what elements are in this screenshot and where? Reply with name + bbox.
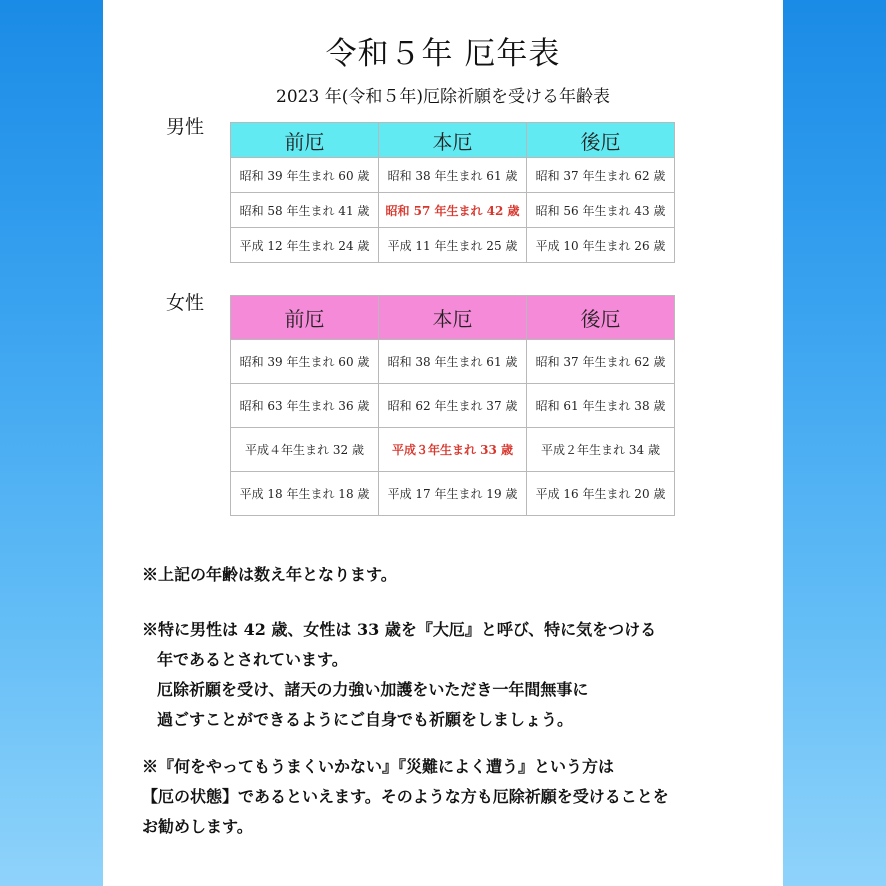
table-cell: 平成 16 年生まれ 20 歳 <box>527 472 675 516</box>
table-cell: 昭和 38 年生まれ 61 歳 <box>379 340 527 384</box>
note-kazoedoshi <box>142 560 397 590</box>
note-yaku-state <box>142 752 669 842</box>
table-cell: 昭和 63 年生まれ 36 歳 <box>231 384 379 428</box>
page-subtitle: 2023 年(令和５年)厄除祈願を受ける年齢表 <box>276 87 610 107</box>
table-cell: 昭和 58 年生まれ 41 歳 <box>231 193 379 228</box>
male-label: 男性 <box>166 116 205 138</box>
header-maeyaku: 前厄 <box>231 123 379 158</box>
table-cell: 昭和 39 年生まれ 60 歳 <box>231 158 379 193</box>
table-cell-taiyaku: 昭和 57 年生まれ 42 歳 <box>379 193 527 228</box>
male-yakudoshi-table <box>230 122 675 263</box>
table-row <box>231 228 675 263</box>
note-text: ※上記の年齢は数え年となります。 <box>142 565 397 584</box>
table-cell: 昭和 56 年生まれ 43 歳 <box>527 193 675 228</box>
table-cell-taiyaku: 平成３年生まれ 33 歳 <box>379 428 527 472</box>
table-cell: 平成 12 年生まれ 24 歳 <box>231 228 379 263</box>
table-cell: 平成 10 年生まれ 26 歳 <box>527 228 675 263</box>
note-text: 厄除祈願を受け、諸天の力強い加護をいただき一年間無事に <box>157 680 589 699</box>
table-row <box>231 340 675 384</box>
table-cell: 平成 11 年生まれ 25 歳 <box>379 228 527 263</box>
table-row <box>231 428 675 472</box>
table-cell: 平成４年生まれ 32 歳 <box>231 428 379 472</box>
table-row <box>231 158 675 193</box>
header-maeyaku: 前厄 <box>231 296 379 340</box>
table-header-row <box>231 296 675 340</box>
note-text: 過ごすことができるようにご自身でも祈願をしましょう。 <box>157 710 574 729</box>
table-row <box>231 384 675 428</box>
header-honyaku: 本厄 <box>379 123 527 158</box>
table-cell: 昭和 62 年生まれ 37 歳 <box>379 384 527 428</box>
document-page <box>103 0 783 886</box>
page-title: 令和５年 厄年表 <box>325 36 561 72</box>
table-cell: 平成 18 年生まれ 18 歳 <box>231 472 379 516</box>
note-text: 【厄の状態】であるといえます。そのような方も厄除祈願を受けることを <box>142 787 669 806</box>
table-header-row <box>231 123 675 158</box>
note-text: 年であるとされています。 <box>157 650 348 669</box>
table-row <box>231 193 675 228</box>
header-honyaku: 本厄 <box>379 296 527 340</box>
table-cell: 昭和 61 年生まれ 38 歳 <box>527 384 675 428</box>
table-cell: 昭和 37 年生まれ 62 歳 <box>527 158 675 193</box>
header-atoyaku: 後厄 <box>527 296 675 340</box>
female-label: 女性 <box>166 292 205 314</box>
note-text: ※特に男性は 42 歳、女性は 33 歳を『大厄』と呼び、特に気をつける <box>142 620 657 639</box>
table-row <box>231 472 675 516</box>
header-atoyaku: 後厄 <box>527 123 675 158</box>
note-taiyaku <box>142 615 656 735</box>
table-cell: 昭和 39 年生まれ 60 歳 <box>231 340 379 384</box>
note-text: お勧めします。 <box>142 817 253 836</box>
table-cell: 平成 17 年生まれ 19 歳 <box>379 472 527 516</box>
table-cell: 昭和 37 年生まれ 62 歳 <box>527 340 675 384</box>
note-text: ※『何をやってもうまくいかない』『災難によく遭う』という方は <box>142 757 615 776</box>
table-cell: 昭和 38 年生まれ 61 歳 <box>379 158 527 193</box>
female-yakudoshi-table <box>230 295 675 516</box>
table-cell: 平成２年生まれ 34 歳 <box>527 428 675 472</box>
